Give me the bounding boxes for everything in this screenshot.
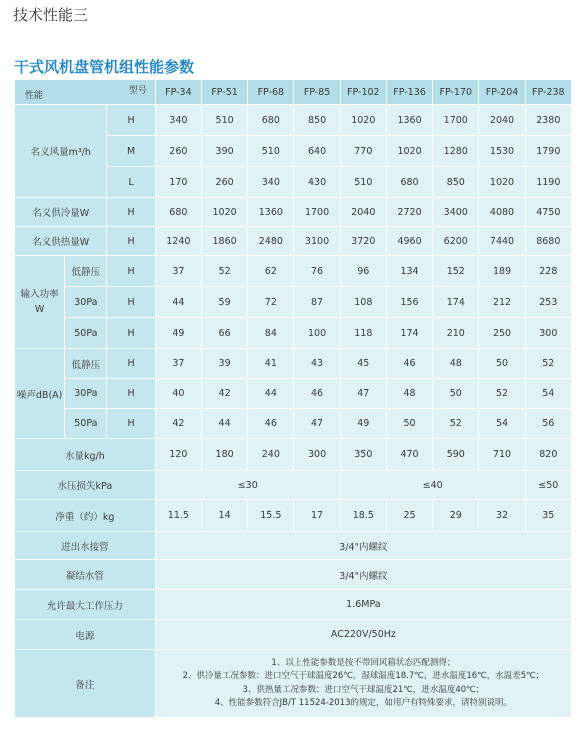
speed-cell: H [107, 409, 155, 439]
table-row [15, 227, 572, 256]
value-cell: 300 [294, 439, 340, 471]
net-weight-label: 净重（约）kg [15, 500, 156, 532]
value-cell: 47 [340, 379, 386, 409]
speed-cell: H [107, 379, 155, 409]
value-cell: 710 [479, 439, 525, 471]
remark-line: 2、供冷量工况参数：进口空气干球温度26℃，湿球温度18.7℃，进水温度16℃，水温差5℃； [182, 671, 545, 681]
table-row [15, 318, 572, 349]
value-cell: 1190 [525, 167, 571, 198]
value-cell: 25 [386, 500, 432, 532]
header-corner [15, 80, 156, 105]
table-row [15, 471, 572, 500]
value-cell: 49 [340, 409, 386, 439]
value-cell: 6200 [433, 227, 479, 256]
value-cell: 43 [294, 349, 340, 379]
table-row [15, 650, 572, 718]
power-supply-value: AC220V/50Hz [155, 620, 571, 650]
value-cell: 14 [201, 500, 247, 532]
performance-table [14, 79, 572, 718]
model-header: FP-68 [248, 80, 294, 105]
table-row [15, 532, 572, 560]
value-cell: 118 [340, 318, 386, 349]
table-row [15, 620, 572, 650]
value-cell: 350 [340, 439, 386, 471]
value-cell: 3100 [294, 227, 340, 256]
pressure-cell: 30Pa [65, 287, 107, 318]
value-cell: 42 [201, 379, 247, 409]
model-header: FP-170 [433, 80, 479, 105]
value-cell: 170 [155, 167, 201, 198]
value-cell: 96 [340, 256, 386, 287]
value-cell: 470 [386, 439, 432, 471]
pressure-loss-group1: ≤30 [155, 471, 340, 500]
value-cell: 72 [248, 287, 294, 318]
speed-cell: L [107, 167, 155, 198]
value-cell: 260 [155, 136, 201, 167]
value-cell: 2380 [525, 105, 571, 136]
value-cell: 1020 [386, 136, 432, 167]
value-cell: 48 [386, 379, 432, 409]
value-cell: 35 [525, 500, 571, 532]
value-cell: 66 [201, 318, 247, 349]
value-cell: 50 [479, 349, 525, 379]
value-cell: 2040 [479, 105, 525, 136]
value-cell: 7440 [479, 227, 525, 256]
table-row [15, 560, 572, 590]
pressure-loss-label: 水压损失kPa [15, 471, 156, 500]
value-cell: 240 [248, 439, 294, 471]
pressure-cell: 30Pa [65, 379, 107, 409]
value-cell: 1360 [248, 198, 294, 227]
value-cell: 228 [525, 256, 571, 287]
value-cell: 174 [433, 287, 479, 318]
table-row [15, 105, 572, 136]
value-cell: 1020 [479, 167, 525, 198]
heating-label: 名义供热量W [15, 227, 107, 256]
value-cell: 54 [525, 379, 571, 409]
value-cell: 253 [525, 287, 571, 318]
value-cell: 108 [340, 287, 386, 318]
value-cell: 260 [201, 167, 247, 198]
value-cell: 1700 [433, 105, 479, 136]
model-header: FP-102 [340, 80, 386, 105]
value-cell: 340 [248, 167, 294, 198]
value-cell: 44 [248, 379, 294, 409]
noise-label: 噪声dB(A) [15, 349, 65, 439]
value-cell: 340 [155, 105, 201, 136]
table-row [15, 500, 572, 532]
inlet-pipe-label: 进出水接管 [15, 532, 156, 560]
value-cell: 1280 [433, 136, 479, 167]
model-header: FP-85 [294, 80, 340, 105]
value-cell: 210 [433, 318, 479, 349]
drain-pipe-value: 3/4"内螺纹 [155, 560, 571, 590]
value-cell: 44 [155, 287, 201, 318]
power-supply-label: 电源 [15, 620, 156, 650]
value-cell: 48 [433, 349, 479, 379]
value-cell: 510 [201, 105, 247, 136]
value-cell: 32 [479, 500, 525, 532]
value-cell: 50 [433, 379, 479, 409]
speed-cell: H [107, 105, 155, 136]
pressure-cell: 50Pa [65, 409, 107, 439]
speed-cell: H [107, 198, 155, 227]
power-label-line2: W [34, 304, 45, 315]
value-cell: 100 [294, 318, 340, 349]
remarks-label: 备注 [15, 650, 156, 718]
value-cell: 640 [294, 136, 340, 167]
table-row [15, 287, 572, 318]
value-cell: 1860 [201, 227, 247, 256]
value-cell: 2720 [386, 198, 432, 227]
remark-line: 3、供热量工况参数：进口空气干球温度21℃，进水温度40℃； [242, 684, 485, 695]
model-header: FP-136 [386, 80, 432, 105]
pressure-loss-group3: ≤50 [525, 471, 571, 500]
table-row [15, 439, 572, 471]
value-cell: 52 [525, 349, 571, 379]
value-cell: 4750 [525, 198, 571, 227]
remarks-content [155, 650, 571, 718]
value-cell: 50 [386, 409, 432, 439]
value-cell: 680 [155, 198, 201, 227]
value-cell: 46 [294, 379, 340, 409]
table-title: 干式风机盘管机组性能参数 [14, 58, 195, 76]
value-cell: 156 [386, 287, 432, 318]
table-row [15, 198, 572, 227]
speed-cell: H [107, 256, 155, 287]
value-cell: 37 [155, 256, 201, 287]
value-cell: 17 [294, 500, 340, 532]
pressure-cell: 50Pa [65, 318, 107, 349]
power-label [15, 256, 65, 349]
value-cell: 1240 [155, 227, 201, 256]
table-row [15, 80, 572, 105]
value-cell: 40 [155, 379, 201, 409]
value-cell: 8680 [525, 227, 571, 256]
remark-line: 1、以上性能参数是按不带回风箱状态匹配测得； [271, 657, 456, 668]
value-cell: 4960 [386, 227, 432, 256]
value-cell: 49 [155, 318, 201, 349]
value-cell: 152 [433, 256, 479, 287]
airflow-label: 名义风量m³/h [15, 105, 107, 198]
value-cell: 1700 [294, 198, 340, 227]
table-row [15, 256, 572, 287]
value-cell: 770 [340, 136, 386, 167]
value-cell: 62 [248, 256, 294, 287]
speed-cell: M [107, 136, 155, 167]
value-cell: 45 [340, 349, 386, 379]
value-cell: 300 [525, 318, 571, 349]
drain-pipe-label: 凝结水管 [15, 560, 156, 590]
pressure-loss-group2: ≤40 [340, 471, 525, 500]
value-cell: 1020 [201, 198, 247, 227]
value-cell: 250 [479, 318, 525, 349]
table-row [15, 379, 572, 409]
value-cell: 44 [201, 409, 247, 439]
value-cell: 850 [433, 167, 479, 198]
value-cell: 39 [201, 349, 247, 379]
value-cell: 3400 [433, 198, 479, 227]
table-row [15, 409, 572, 439]
value-cell: 18.5 [340, 500, 386, 532]
value-cell: 510 [248, 136, 294, 167]
value-cell: 52 [479, 379, 525, 409]
value-cell: 15.5 [248, 500, 294, 532]
value-cell: 212 [479, 287, 525, 318]
value-cell: 37 [155, 349, 201, 379]
model-header: FP-34 [155, 80, 201, 105]
model-label: 型号 [128, 86, 147, 96]
pressure-cell: 低静压 [65, 256, 107, 287]
property-label: 性能 [25, 91, 44, 101]
remark-line: 4、性能参数符合JB/T 11524-2013的规定，如用户有特殊要求，请特别说明。 [214, 698, 512, 708]
speed-cell: H [107, 287, 155, 318]
water-flow-label: 水量kg/h [15, 439, 156, 471]
value-cell: 4080 [479, 198, 525, 227]
value-cell: 590 [433, 439, 479, 471]
pressure-cell: 低静压 [65, 349, 107, 379]
value-cell: 2480 [248, 227, 294, 256]
table-row [15, 349, 572, 379]
speed-cell: H [107, 318, 155, 349]
value-cell: 52 [433, 409, 479, 439]
value-cell: 84 [248, 318, 294, 349]
page-title: 技术性能三 [13, 6, 89, 24]
value-cell: 180 [201, 439, 247, 471]
value-cell: 76 [294, 256, 340, 287]
value-cell: 59 [201, 287, 247, 318]
value-cell: 1020 [340, 105, 386, 136]
value-cell: 42 [155, 409, 201, 439]
inlet-pipe-value: 3/4"内螺纹 [155, 532, 571, 560]
value-cell: 46 [386, 349, 432, 379]
value-cell: 46 [248, 409, 294, 439]
speed-cell: H [107, 227, 155, 256]
max-pressure-label: 允许最大工作压力 [15, 590, 156, 620]
value-cell: 1790 [525, 136, 571, 167]
value-cell: 820 [525, 439, 571, 471]
value-cell: 189 [479, 256, 525, 287]
model-header: FP-238 [525, 80, 571, 105]
value-cell: 390 [201, 136, 247, 167]
value-cell: 1360 [386, 105, 432, 136]
value-cell: 2040 [340, 198, 386, 227]
value-cell: 56 [525, 409, 571, 439]
value-cell: 510 [340, 167, 386, 198]
value-cell: 29 [433, 500, 479, 532]
value-cell: 680 [386, 167, 432, 198]
model-header: FP-51 [201, 80, 247, 105]
max-pressure-value: 1.6MPa [155, 590, 571, 620]
model-header: FP-204 [479, 80, 525, 105]
power-label-line1: 输入功率 [20, 289, 59, 300]
value-cell: 11.5 [155, 500, 201, 532]
value-cell: 87 [294, 287, 340, 318]
value-cell: 41 [248, 349, 294, 379]
value-cell: 54 [479, 409, 525, 439]
value-cell: 850 [294, 105, 340, 136]
cooling-label: 名义供冷量W [15, 198, 107, 227]
value-cell: 120 [155, 439, 201, 471]
value-cell: 134 [386, 256, 432, 287]
value-cell: 174 [386, 318, 432, 349]
value-cell: 680 [248, 105, 294, 136]
value-cell: 47 [294, 409, 340, 439]
value-cell: 1530 [479, 136, 525, 167]
value-cell: 430 [294, 167, 340, 198]
value-cell: 3720 [340, 227, 386, 256]
table-row [15, 590, 572, 620]
value-cell: 52 [201, 256, 247, 287]
speed-cell: H [107, 349, 155, 379]
